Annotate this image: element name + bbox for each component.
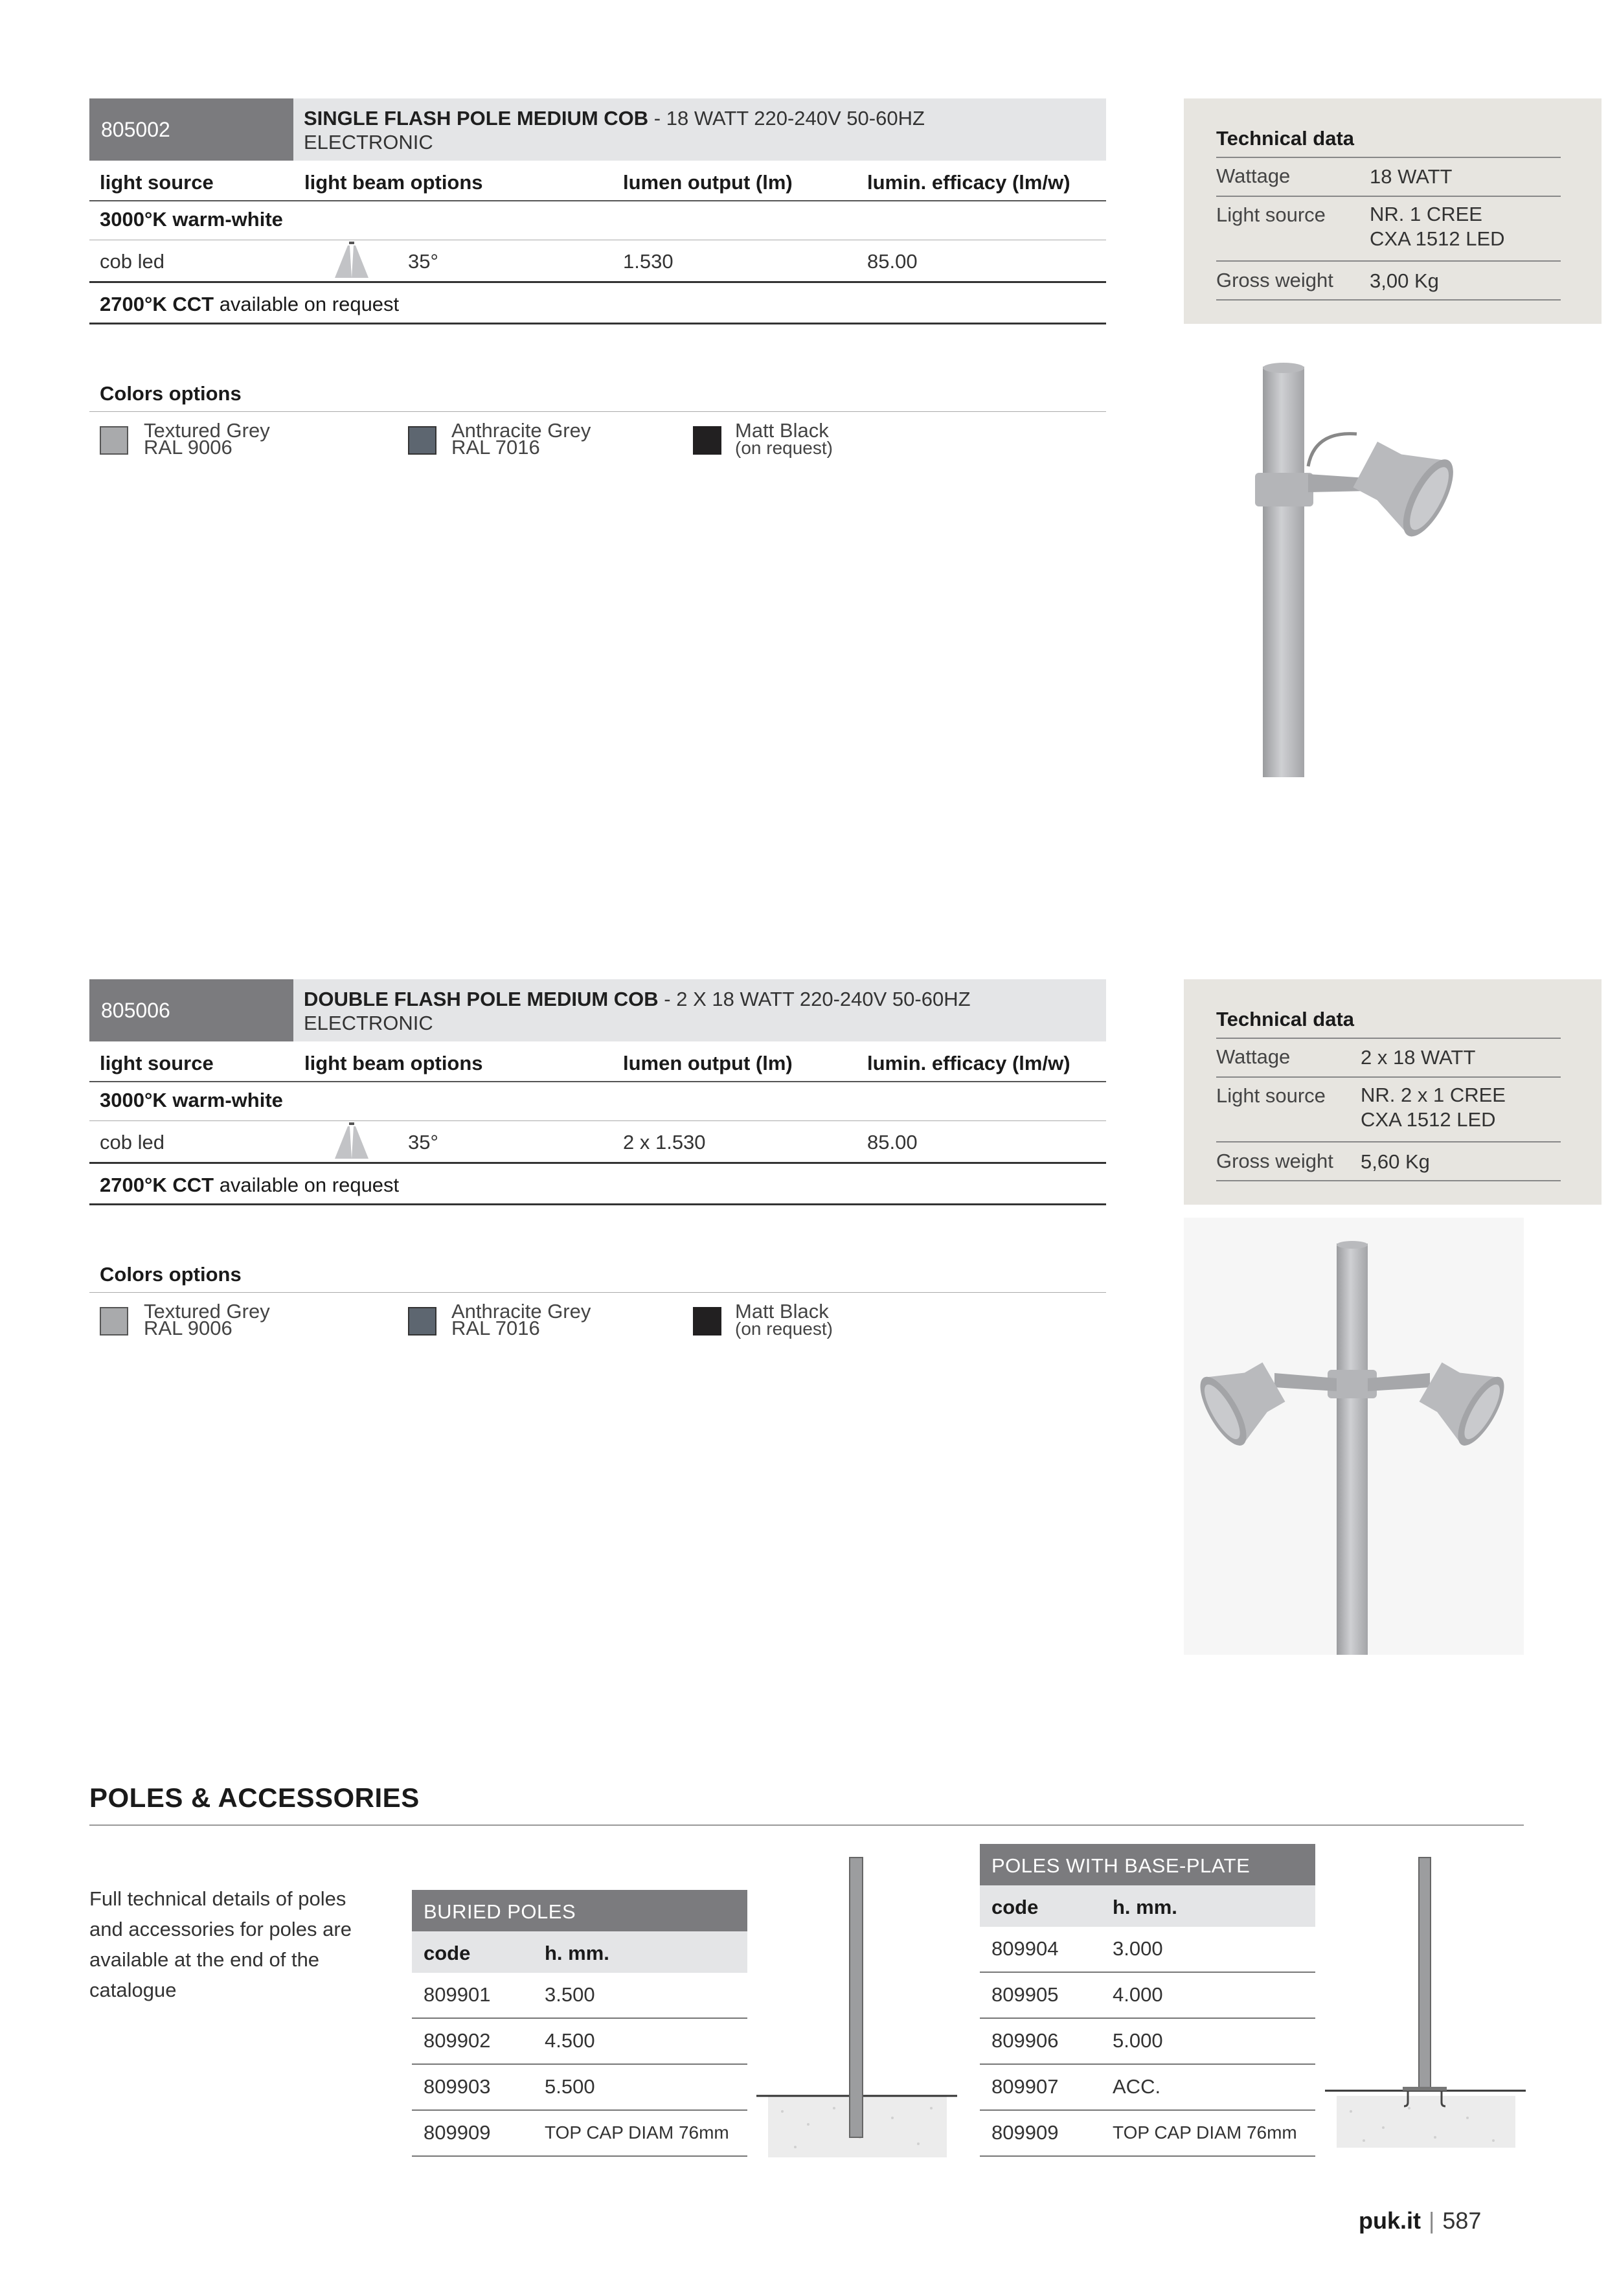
table-row	[980, 2065, 1315, 2111]
beam-angle-icon	[332, 1122, 371, 1160]
technical-data-panel	[1184, 98, 1602, 324]
color-label	[451, 419, 591, 459]
lumen-value: 1.530	[623, 250, 674, 273]
spec-header-row	[89, 1044, 1106, 1082]
row-code: 809909	[991, 2121, 1059, 2144]
spec-data-row	[89, 242, 1106, 282]
product-title-bold: SINGLE FLASH POLE MEDIUM COB	[304, 107, 649, 130]
divider	[1216, 1038, 1561, 1039]
color-name: Anthracite Grey	[451, 419, 591, 442]
product-title	[293, 98, 1106, 161]
color-code: RAL 7016	[451, 436, 540, 459]
table-row	[980, 2111, 1315, 2157]
divider	[1216, 1180, 1561, 1181]
wattage-label: Wattage	[1216, 1045, 1291, 1068]
color-code: (on request)	[735, 438, 833, 458]
color-label	[144, 419, 270, 459]
row-code: 809909	[424, 2121, 491, 2144]
color-name: Textured Grey	[144, 1300, 270, 1323]
table-row	[412, 2111, 747, 2157]
product-title-bold: DOUBLE FLASH POLE MEDIUM COB	[304, 988, 659, 1010]
divider	[89, 281, 1106, 283]
wattage-value: 2 x 18 WATT	[1361, 1046, 1476, 1069]
row-height: TOP CAP DIAM 76mm	[545, 2122, 729, 2143]
beam-value: 35°	[408, 250, 438, 273]
gross-weight-label: Gross weight	[1216, 1150, 1333, 1172]
color-name: Matt Black	[735, 1300, 829, 1323]
product-title-rest: - 2 X 18 WATT 220-240V 50-60HZ	[658, 988, 971, 1010]
cct-rest: available on request	[214, 1174, 400, 1196]
col-height: h. mm.	[545, 1942, 609, 1964]
spec-data-row	[89, 1122, 1106, 1163]
spec-header-row	[89, 163, 1106, 201]
col-light-source: light source	[100, 1052, 214, 1074]
divider	[1216, 157, 1561, 158]
light-source-label: Light source	[1216, 1084, 1326, 1107]
swatch-anthracite-grey	[408, 426, 436, 455]
product-title-rest: - 18 WATT 220-240V 50-60HZ	[648, 107, 925, 130]
technical-data-panel	[1184, 979, 1602, 1205]
product-code: 805006	[89, 979, 293, 1041]
light-source-label: Light source	[1216, 203, 1326, 226]
col-code: code	[991, 1896, 1039, 1918]
divider	[1216, 299, 1561, 301]
double-flash-pole-image	[1184, 1218, 1524, 1655]
gross-weight-label: Gross weight	[1216, 269, 1333, 291]
row-code: 809903	[424, 2075, 491, 2098]
divider	[89, 1120, 1106, 1121]
poles-description: Full technical details of poles and accessories for poles are available at the end of the catalogue	[89, 1887, 352, 2001]
divider	[1216, 196, 1561, 197]
source-line2: CXA 1512 LED	[1370, 227, 1505, 250]
table-row	[412, 2019, 747, 2065]
col-lumen: lumen output (lm)	[623, 171, 793, 194]
row-height: 5.500	[545, 2075, 595, 2098]
product-code: 805002	[89, 98, 293, 161]
divider	[1216, 1141, 1561, 1142]
row-height: TOP CAP DIAM 76mm	[1113, 2122, 1297, 2143]
source-line1: NR. 1 CREE	[1370, 203, 1482, 225]
site-name: puk.it	[1359, 2207, 1421, 2234]
table-row	[980, 1927, 1315, 1973]
table-row	[412, 1973, 747, 2019]
col-efficacy: lumin. efficacy (lm/w)	[867, 171, 1070, 194]
efficacy-value: 85.00	[867, 250, 918, 273]
efficacy-value: 85.00	[867, 1131, 918, 1154]
color-label	[735, 1300, 833, 1339]
row-height: 3.500	[545, 1983, 595, 2006]
base-plate-pole-diagram	[1325, 1852, 1526, 2163]
row-code: 809904	[991, 1937, 1059, 1960]
gross-weight-value: 5,60 Kg	[1361, 1150, 1430, 1173]
divider	[89, 1292, 1106, 1293]
divider	[1216, 260, 1561, 262]
color-code: RAL 9006	[144, 1317, 232, 1339]
divider	[89, 323, 1106, 324]
row-height: 3.000	[1113, 1937, 1163, 1960]
tech-title: Technical data	[1216, 1008, 1355, 1030]
table-row	[412, 2065, 747, 2111]
color-label	[451, 1300, 591, 1339]
color-name: Anthracite Grey	[451, 1300, 591, 1323]
divider	[89, 1203, 1106, 1205]
color-name: Textured Grey	[144, 419, 270, 442]
row-code: 809905	[991, 1983, 1059, 2006]
warm-white-label: 3000°K warm-white	[100, 1089, 283, 1111]
row-height: 5.000	[1113, 2029, 1163, 2052]
col-height: h. mm.	[1113, 1896, 1177, 1918]
wattage-label: Wattage	[1216, 165, 1291, 187]
product-title-line2: ELECTRONIC	[304, 1012, 433, 1034]
color-label	[735, 419, 833, 458]
row-code: 809906	[991, 2029, 1059, 2052]
product-title-line2: ELECTRONIC	[304, 131, 433, 153]
separator: |	[1429, 2207, 1435, 2234]
color-code: RAL 7016	[451, 1317, 540, 1339]
divider	[1216, 1076, 1561, 1078]
buried-pole-diagram	[756, 1852, 957, 2163]
row-height: 4.000	[1113, 1983, 1163, 2006]
color-code: (on request)	[735, 1319, 833, 1339]
cct-note	[100, 1174, 399, 1197]
page-footer	[1359, 2207, 1481, 2234]
color-name: Matt Black	[735, 419, 829, 442]
swatch-matt-black	[693, 1307, 721, 1336]
row-height: ACC.	[1113, 2075, 1161, 2098]
single-flash-pole-image	[1217, 363, 1515, 777]
light-source-value: cob led	[100, 1131, 164, 1154]
warm-white-label: 3000°K warm-white	[100, 208, 283, 231]
col-code: code	[424, 1942, 471, 1964]
wattage-value: 18 WATT	[1370, 165, 1453, 188]
swatch-anthracite-grey	[408, 1307, 436, 1336]
row-code: 809907	[991, 2075, 1059, 2098]
col-lumen: lumen output (lm)	[623, 1052, 793, 1074]
colors-title: Colors options	[100, 1263, 242, 1286]
cct-rest: available on request	[214, 293, 400, 315]
light-source-value	[1361, 1083, 1506, 1132]
row-code: 809902	[424, 2029, 491, 2052]
row-height: 4.500	[545, 2029, 595, 2052]
product-title	[293, 979, 1106, 1041]
row-code: 809901	[424, 1983, 491, 2006]
table-title: POLES WITH BASE-PLATE	[980, 1844, 1315, 1885]
lumen-value: 2 x 1.530	[623, 1131, 706, 1154]
tech-title: Technical data	[1216, 127, 1355, 150]
table-row	[980, 1973, 1315, 2019]
col-efficacy: lumin. efficacy (lm/w)	[867, 1052, 1070, 1074]
divider	[89, 411, 1106, 412]
swatch-textured-grey	[100, 426, 128, 455]
light-source-value: cob led	[100, 250, 164, 273]
source-line1: NR. 2 x 1 CREE	[1361, 1084, 1506, 1106]
color-code: RAL 9006	[144, 436, 232, 459]
col-light-beam: light beam options	[304, 1052, 483, 1074]
col-light-beam: light beam options	[304, 171, 483, 194]
cct-note	[100, 293, 399, 316]
colors-title: Colors options	[100, 382, 242, 405]
table-row	[980, 2019, 1315, 2065]
light-source-value	[1370, 202, 1505, 251]
col-light-source: light source	[100, 171, 214, 194]
divider	[89, 1162, 1106, 1164]
divider	[89, 1081, 1106, 1082]
beam-angle-icon	[332, 242, 371, 279]
source-line2: CXA 1512 LED	[1361, 1108, 1496, 1131]
divider	[89, 1824, 1524, 1826]
beam-value: 35°	[408, 1131, 438, 1154]
swatch-matt-black	[693, 426, 721, 455]
page-number: 587	[1442, 2207, 1482, 2234]
table-title: BURIED POLES	[412, 1890, 747, 1931]
table-header	[412, 1931, 747, 1973]
gross-weight-value: 3,00 Kg	[1370, 269, 1439, 292]
poles-section-title: POLES & ACCESSORIES	[89, 1782, 420, 1813]
divider	[89, 200, 1106, 201]
cct-bold: 2700°K CCT	[100, 1174, 214, 1196]
color-label	[144, 1300, 270, 1339]
cct-bold: 2700°K CCT	[100, 293, 214, 315]
swatch-textured-grey	[100, 1307, 128, 1336]
table-header	[980, 1885, 1315, 1927]
